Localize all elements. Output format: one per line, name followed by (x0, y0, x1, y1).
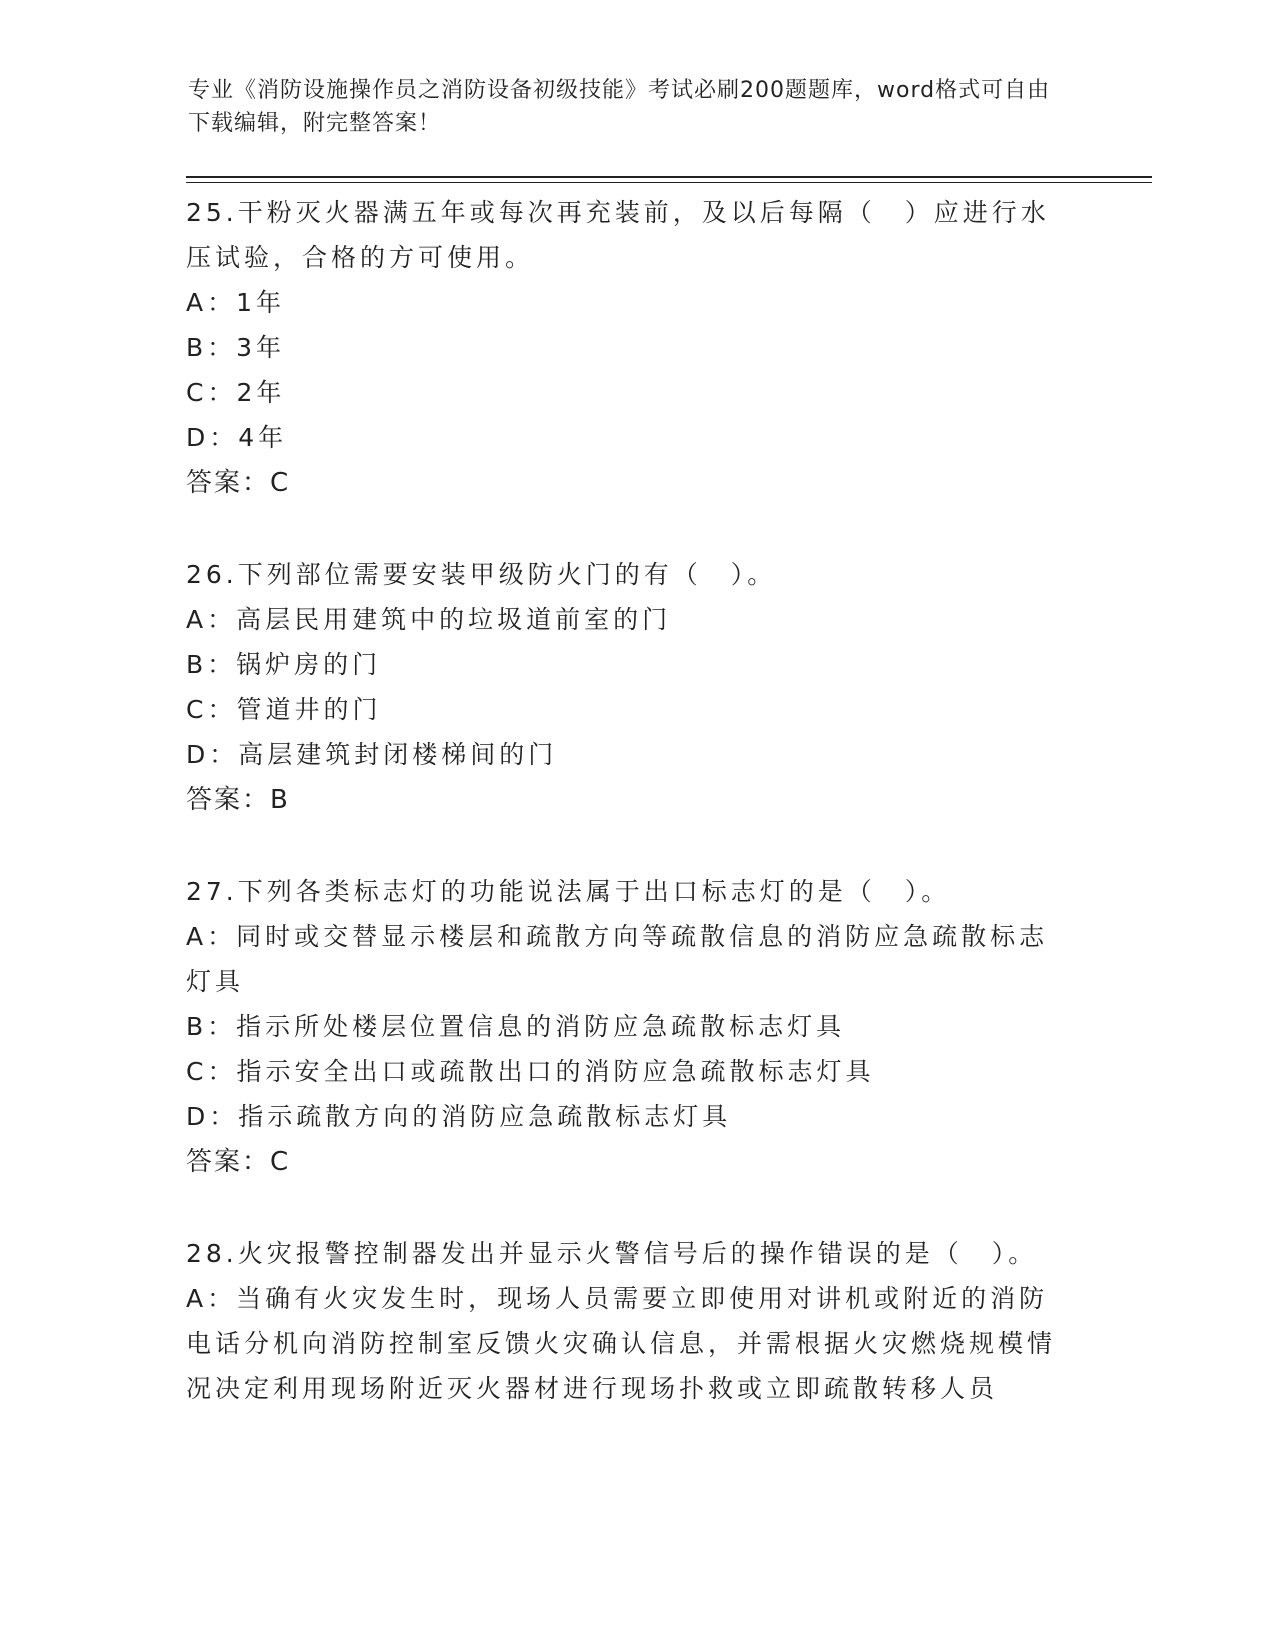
answer-line: 答案：B (186, 785, 290, 815)
question-26 (186, 552, 1066, 823)
question-stem: 27.下列各类标志灯的功能说法属于出口标志灯的是（ ）。 (186, 877, 951, 906)
question-list (186, 190, 1066, 1457)
question-25 (186, 190, 1066, 506)
option-d: D：指示疏散方向的消防应急疏散标志灯具 (186, 1102, 732, 1131)
question-28 (186, 1231, 1066, 1411)
question-stem: 28.火灾报警控制器发出并显示火警信号后的操作错误的是（ ）。 (186, 1239, 1038, 1268)
option-a: A：当确有火灾发生时，现场人员需要立即使用对讲机或附近的消防电话分机向消防控制室反馈火灾确认信息，并需根据火灾燃烧规模情况决定利用现场附近灭火器材进行现场扑救或立即疏散转移人员 (186, 1284, 1057, 1403)
option-a: A：1年 (186, 288, 286, 317)
option-c: C：管道井的门 (186, 695, 382, 724)
header-divider (186, 176, 1152, 178)
option-b: B：锅炉房的门 (186, 650, 382, 679)
option-a: A：高层民用建筑中的垃圾道前室的门 (186, 605, 672, 634)
option-d: D：高层建筑封闭楼梯间的门 (186, 740, 558, 769)
option-a: A：同时或交替显示楼层和疏散方向等疏散信息的消防应急疏散标志灯具 (186, 922, 1049, 996)
header-divider-thin (186, 182, 1152, 183)
answer-line: 答案：C (186, 1147, 291, 1177)
option-c: C：指示安全出口或疏散出口的消防应急疏散标志灯具 (186, 1057, 875, 1086)
option-b: B：指示所处楼层位置信息的消防应急疏散标志灯具 (186, 1012, 846, 1041)
option-d: D：4年 (186, 423, 288, 452)
answer-line: 答案：C (186, 468, 291, 498)
question-27 (186, 869, 1066, 1185)
question-stem: 26.下列部位需要安装甲级防火门的有（ ）。 (186, 560, 777, 589)
question-stem: 25.干粉灭火器满五年或每次再充装前，及以后每隔（ ）应进行水压试验，合格的方可使用。 (186, 198, 1050, 272)
option-b: B：3年 (186, 333, 286, 362)
option-c: C：2年 (186, 378, 286, 407)
page-header: 专业《消防设施操作员之消防设备初级技能》考试必刷200题题库，word格式可自由下载编辑，附完整答案！ (188, 78, 1051, 136)
